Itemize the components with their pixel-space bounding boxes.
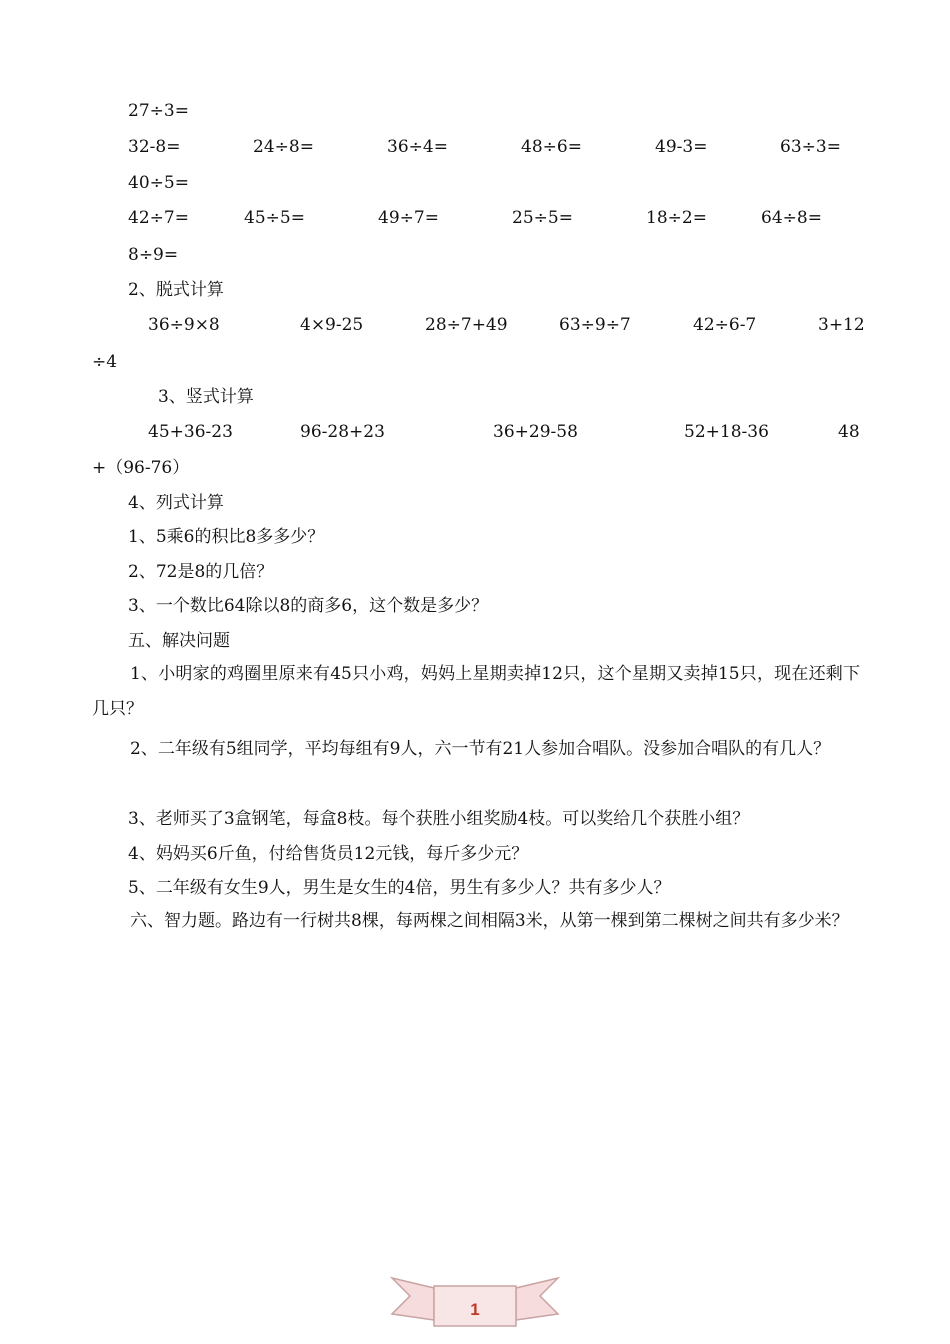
- expr-3plus12: 3+12: [818, 315, 865, 335]
- word-expression-2: 2、72是8的几倍？: [128, 562, 274, 582]
- expr-3plus12-continued: ÷4: [92, 352, 118, 372]
- problem-40div5: 40÷5=: [128, 173, 189, 193]
- problem-27div3: 27÷3=: [128, 101, 189, 121]
- problem-18div2: 18÷2=: [646, 208, 707, 228]
- expr-4x9minus25: 4×9-25: [300, 315, 364, 335]
- expr-63div9div7: 63÷9÷7: [559, 315, 631, 335]
- problem-42div7: 42÷7=: [128, 208, 189, 228]
- problem-chickens: 1、小明家的鸡圈里原来有45只小鸡，妈妈上星期卖掉12只，这个星期又卖掉15只，现在还剩下几只？: [92, 664, 860, 719]
- section-3-heading: 3、竖式计算: [158, 387, 254, 407]
- problem-25div5: 25÷5=: [512, 208, 573, 228]
- page-number-ribbon: [390, 1268, 560, 1334]
- section-2-heading: 2、脱式计算: [128, 280, 224, 300]
- expr-28div7plus49: 28÷7+49: [425, 315, 508, 335]
- problem-choir: 2、二年级有5组同学，平均每组有9人，六一节有21人参加合唱队。没参加合唱队的有几人？: [130, 739, 831, 759]
- vertical-45plus36minus23: 45+36-23: [148, 422, 233, 442]
- problem-64div8: 64÷8=: [761, 208, 822, 228]
- problem-fish: 4、妈妈买6斤鱼，付给售货员12元钱，每斤多少元？: [128, 844, 529, 864]
- problem-36div4: 36÷4=: [387, 137, 448, 157]
- vertical-36plus29minus58: 36+29-58: [493, 422, 578, 442]
- problem-8div9: 8÷9=: [128, 245, 179, 265]
- expr-42div6minus7: 42÷6-7: [693, 315, 757, 335]
- problem-pens: 3、老师买了3盒钢笔，每盒8枝。每个获胜小组奖励4枝。可以奖给几个获胜小组？: [128, 809, 750, 829]
- problem-32minus8: 32-8=: [128, 137, 181, 157]
- problem-students: 5、二年级有女生9人，男生是女生的4倍，男生有多少人？共有多少人？: [128, 878, 671, 898]
- problem-48div6: 48÷6=: [521, 137, 582, 157]
- problem-63div3: 63÷3=: [780, 137, 841, 157]
- word-expression-1: 1、5乘6的积比8多多少？: [128, 527, 325, 547]
- word-expression-3: 3、一个数比64除以8的商多6，这个数是多少？: [128, 596, 489, 616]
- problem-45div5: 45÷5=: [244, 208, 305, 228]
- page-number: 1: [470, 1300, 480, 1319]
- puzzle-trees: 六、智力题。路边有一行树共8棵，每两棵之间相隔3米，从第一棵到第二棵树之间共有多少米？: [130, 911, 849, 931]
- problem-49div7: 49÷7=: [378, 208, 439, 228]
- problem-24div8: 24÷8=: [253, 137, 314, 157]
- vertical-96minus28plus23: 96-28+23: [300, 422, 385, 442]
- vertical-48: 48: [838, 422, 860, 442]
- vertical-48-continued: +（96-76）: [92, 458, 190, 478]
- section-4-heading: 4、列式计算: [128, 493, 224, 513]
- problem-49minus3: 49-3=: [655, 137, 708, 157]
- expr-36div9x8: 36÷9×8: [148, 315, 220, 335]
- vertical-52plus18minus36: 52+18-36: [684, 422, 769, 442]
- section-5-heading: 五、解决问题: [128, 631, 230, 651]
